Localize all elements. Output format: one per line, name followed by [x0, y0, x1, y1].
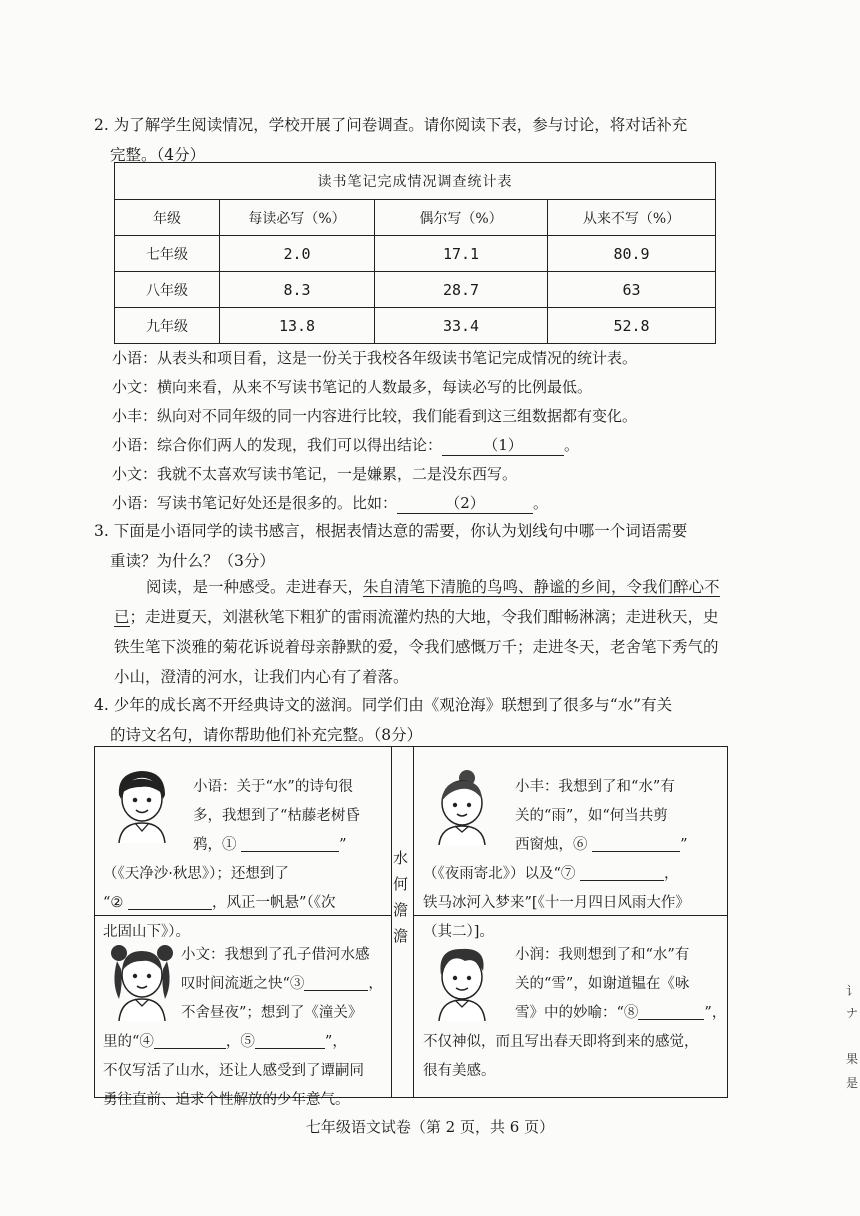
- center-char: 澹: [393, 927, 409, 945]
- speaker: 小丰：: [112, 407, 158, 425]
- underlined-sentence: 朱自清笔下清脆的鸟鸣、静谧的乡间，令我们醉心不已: [114, 578, 720, 626]
- text-line: 不仅神似，而且写出春天即将到来的感觉，: [423, 1034, 699, 1050]
- xiaowen-text-cont: [103, 1028, 364, 1115]
- answer-blank-2[interactable]: [128, 891, 212, 910]
- answer-blank-7[interactable]: [580, 862, 664, 881]
- question-3-line2: 重读？为什么？（3分）: [110, 552, 275, 570]
- dialog-line: [112, 373, 592, 402]
- xiaoyu-text-cont: [103, 860, 335, 947]
- text-line: 北固山下》）。: [103, 924, 190, 940]
- text-line: 关的“雨”，如“何当共剪: [515, 808, 668, 824]
- text-line: 小丰：我想到了和“水”有: [515, 779, 675, 795]
- text-line: 雪》中的妙喻：“⑧: [515, 1005, 639, 1021]
- question-2-stem: [94, 110, 744, 170]
- text-line: ”，: [704, 1005, 727, 1021]
- table-cell: 33.4: [375, 308, 548, 344]
- xiaorun-text-cont: [423, 1028, 699, 1086]
- dialog-text: 从表头和项目看，这是一份关于我校各年级读书笔记完成情况的统计表。: [157, 349, 638, 367]
- table-row: [115, 308, 716, 344]
- text-line: ”: [339, 837, 347, 853]
- table-cell: 52.8: [548, 308, 716, 344]
- table-header: 每读必写（%）: [220, 200, 375, 236]
- margin-mark: ナ: [846, 1006, 859, 1020]
- text-line: ”: [680, 837, 688, 853]
- table-cell: 63: [548, 272, 716, 308]
- table-cell: 七年级: [115, 236, 220, 272]
- speaker: 小语：: [112, 436, 158, 454]
- answer-blank-1[interactable]: （1）: [442, 435, 564, 456]
- dialog-line: [112, 431, 579, 460]
- divider: [391, 747, 392, 1097]
- punct: 。: [564, 436, 580, 454]
- table-title: 读书笔记完成情况调查统计表: [115, 163, 716, 200]
- answer-blank-8[interactable]: [638, 1001, 704, 1020]
- text-line: 小语：关于“水”的诗句很: [193, 779, 353, 795]
- table-cell: 2.0: [220, 236, 375, 272]
- passage-text: ；走进夏天，刘湛秋笔下粗犷的雷雨流灌灼热的大地，令我们酣畅淋漓；走进秋天，史铁生笔下淡雅的菊花诉说着母亲静默的爱，令我们感慨万千；走进冬天，老舍笔下秀气的小山，澄清的河水，让我们内心有了着落。: [114, 608, 719, 686]
- speaker: 小文：: [112, 465, 158, 483]
- margin-mark: 是: [846, 1076, 859, 1090]
- text-line: 不舍昼夜”；想到了《潼关》: [181, 1005, 363, 1021]
- text-line: 关的“雪”，如谢道韫在《咏: [515, 976, 690, 992]
- dialog-line: [112, 489, 548, 518]
- table-cell: 13.8: [220, 308, 375, 344]
- table-cell: 17.1: [375, 236, 548, 272]
- question-4-line2: 的诗文名句，请你帮助他们补充完整。（8分）: [110, 726, 423, 744]
- xiaoyu-text: [193, 773, 360, 860]
- table-header-row: [115, 200, 716, 236]
- text-line: 叹时间流逝之快“③: [181, 976, 305, 992]
- text-line: （《夜雨寄北》）以及“⑦: [423, 866, 576, 882]
- answer-blank-2[interactable]: （2）: [397, 493, 533, 514]
- speaker: 小文：: [112, 378, 158, 396]
- text-line: 里的“④: [103, 1034, 154, 1050]
- reading-passage: [114, 572, 724, 692]
- text-line: ，风正一帆悬”（《次: [212, 895, 336, 911]
- table-row: [115, 272, 716, 308]
- table-cell: 8.3: [220, 272, 375, 308]
- table-cell: 28.7: [375, 272, 548, 308]
- xiaorun-text: [515, 941, 726, 1028]
- speaker: 小语：: [112, 494, 158, 512]
- table-header: 年级: [115, 200, 220, 236]
- text-line: “②: [103, 895, 124, 911]
- text-line: ，⑤: [225, 1034, 255, 1050]
- table-header: 从来不写（%）: [548, 200, 716, 236]
- xiaofeng-text: [515, 773, 688, 860]
- question-3-stem: [94, 516, 744, 576]
- answer-blank-5[interactable]: [255, 1030, 325, 1049]
- text-line: 西窗烛，⑥: [515, 837, 588, 853]
- text-line: ，: [368, 976, 383, 992]
- boy-side-part-avatar-icon: [431, 941, 493, 1021]
- question-2-line1: 2. 为了解学生阅读情况，学校开展了问卷调查。请你阅读下表，参与讨论，将对话补充: [94, 116, 688, 134]
- table-cell: 九年级: [115, 308, 220, 344]
- center-char: 水: [393, 849, 409, 867]
- dialog-text: 纵向对不同年级的同一内容进行比较，我们能看到这三组数据都有变化。: [157, 407, 638, 425]
- punct: 。: [533, 494, 549, 512]
- text-line: 小润：我则想到了和“水”有: [515, 947, 690, 963]
- dialog-line: [112, 402, 637, 431]
- passage-text: 阅读，是一种感受。走进春天，: [146, 578, 364, 596]
- text-line: 铁马冰河入梦来”[《十一月四日风雨大作》: [423, 895, 690, 911]
- margin-mark: 讠: [846, 984, 859, 998]
- answer-blank-4[interactable]: [154, 1030, 226, 1049]
- dialog-line: [112, 460, 517, 489]
- answer-blank-6[interactable]: [592, 833, 680, 852]
- question-3-line1: 3. 下面是小语同学的读书感言，根据表情达意的需要，你认为划线句中哪一个词语需要: [94, 522, 688, 540]
- center-label: [393, 845, 407, 949]
- girl-pigtails-avatar-icon: [109, 939, 175, 1021]
- girl-bun-avatar-icon: [433, 769, 491, 845]
- text-line: 勇往直前、追求个性解放的少年意气。: [103, 1092, 350, 1108]
- center-char: 何: [393, 875, 409, 893]
- table-cell: 80.9: [548, 236, 716, 272]
- center-char: 澹: [393, 901, 409, 919]
- text-line: ，: [664, 866, 679, 882]
- margin-mark: 果: [846, 1052, 859, 1066]
- dialog-text: 我就不太喜欢写读书笔记，一是嫌累，二是没东西写。: [157, 465, 518, 483]
- table-row: [115, 236, 716, 272]
- xiaowen-text: [181, 941, 383, 1028]
- speaker: 小语：: [112, 349, 158, 367]
- text-line: 多，我想到了“枯藤老树昏: [193, 808, 360, 824]
- boy-avatar-icon: [111, 765, 173, 843]
- answer-blank-3[interactable]: [304, 972, 368, 991]
- table-cell: 八年级: [115, 272, 220, 308]
- page-footer: 七年级语文试卷（第 2 页，共 6 页）: [305, 1118, 555, 1136]
- text-line: 小文：我想到了孔子借河水感: [181, 947, 370, 963]
- dialog-text: 写读书笔记好处还是很多的。比如：: [157, 494, 398, 512]
- dialog-text: 综合你们两人的发现，我们可以得出结论：: [157, 436, 443, 454]
- table-header: 偶尔写（%）: [375, 200, 548, 236]
- question-4-stem: [94, 690, 744, 750]
- question-2-line2: 完整。（4分）: [110, 146, 206, 164]
- text-line: （其二）]。: [423, 924, 494, 940]
- dialog-text: 横向来看，从来不写读书笔记的人数最多，每读必写的比例最低。: [157, 378, 593, 396]
- divider: [413, 747, 414, 1097]
- text-line: 鸦，①: [193, 837, 237, 853]
- text-line: 很有美感。: [423, 1063, 496, 1079]
- xiaofeng-text-cont: [423, 860, 690, 947]
- text-line: ”，: [324, 1034, 347, 1050]
- dialog-line: [112, 344, 637, 373]
- survey-table: [114, 162, 716, 344]
- text-line: 不仅写活了山水，还让人感受到了谭嗣同: [103, 1063, 364, 1079]
- poetry-grid: [94, 746, 728, 1108]
- question-4-line1: 4. 少年的成长离不开经典诗文的滋润。同学们由《观沧海》联想到了很多与“水”有关: [94, 696, 673, 714]
- answer-blank-1[interactable]: [241, 833, 339, 852]
- text-line: （《天净沙·秋思》）；还想到了: [103, 866, 289, 882]
